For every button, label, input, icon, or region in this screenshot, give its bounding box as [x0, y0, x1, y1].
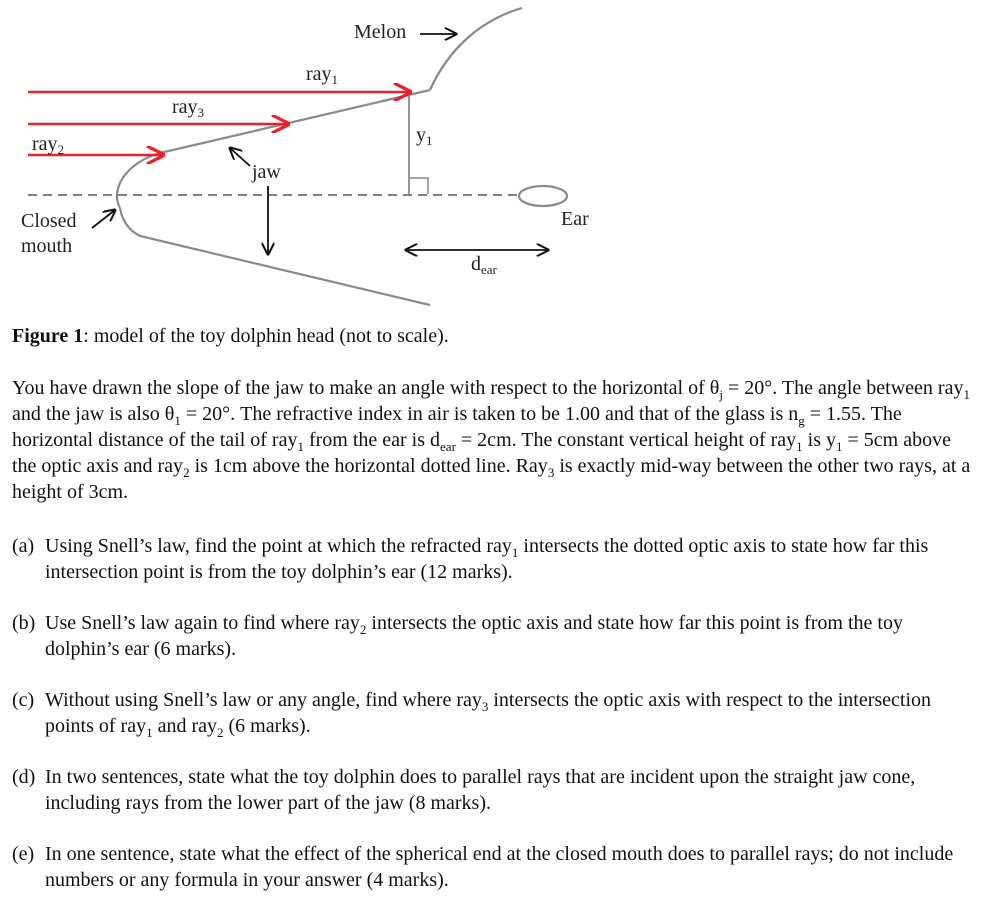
closed-label: Closed	[21, 210, 77, 232]
melon-label: Melon	[354, 21, 407, 43]
closed-mouth-arrow	[92, 210, 115, 228]
ear-shape	[519, 186, 567, 206]
ray1-label: ray$_1$	[306, 63, 339, 87]
dear-label: $d_{ear}$	[471, 253, 497, 277]
question-d: (d) In two sentences, state what the toy dolphin does to parallel rays that are incident upon the straight jaw cone, including rays from the lower part of the jaw (8 marks).	[12, 766, 916, 814]
lower-jaw-outline	[120, 208, 430, 305]
melon-outline	[430, 8, 522, 90]
mouth-label: mouth	[21, 235, 73, 257]
ray3-label: ray$_3$	[172, 96, 205, 120]
question-a: (a) Using Snell’s law, find the point at which the refracted ray$_1$ intersects the dotted optic axis to state how far this intersection point is from the toy dolphin’s ear (12 marks).	[12, 535, 929, 583]
upper-jaw-outline	[117, 90, 430, 208]
figure-caption-title: Figure 1	[12, 325, 84, 347]
ear-label: Ear	[561, 208, 589, 230]
question-b: (b) Use Snell’s law again to find where ray$_2$ intersects the optic axis and state how far this point is from the toy dolphin’s ear (6 marks).	[12, 612, 903, 660]
ray2-label: ray$_2$	[32, 133, 65, 157]
y1-label: $y_1$	[416, 124, 433, 148]
jaw-up-arrow	[230, 148, 250, 166]
question-c: (c) Without using Snell’s law or any angle, find where ray$_3$ intersects the optic axis with respect to the intersection points of ray$_1$ and ray$_2$ (6 marks).	[12, 689, 932, 740]
dolphin-head-figure	[0, 0, 984, 315]
right-angle-mark	[409, 178, 428, 194]
jaw-label: jaw	[252, 161, 281, 183]
figure-caption-text: : model of the toy dolphin head (not to scale).	[83, 325, 449, 347]
problem-statement: You have drawn the slope of the jaw to make an angle with respect to the horizontal of $\theta_j = 20^\circ$. The angle between ray$_1$ and the jaw is also $\theta_1 = 20^\circ$. The refractive index in air is taken to be 1.00 and that of the glass is $n_g = 1.55$. The horizontal distance of the tail of ray$_1$ from the ear is $d_{ear} = 2cm$. The constant vertical height of ray$_1$ is $y_1 = 5cm$ above the optic axis and ray$_2$ is 1cm above the horizontal dotted line. Ray$_3$ is exactly mid-way between the other two rays, at a height of 3cm.	[12, 377, 971, 503]
figure-caption	[12, 323, 972, 349]
question-e: (e) In one sentence, state what the effect of the spherical end at the closed mouth does to parallel rays; do not include numbers or any formula in your answer (4 marks).	[12, 843, 954, 891]
